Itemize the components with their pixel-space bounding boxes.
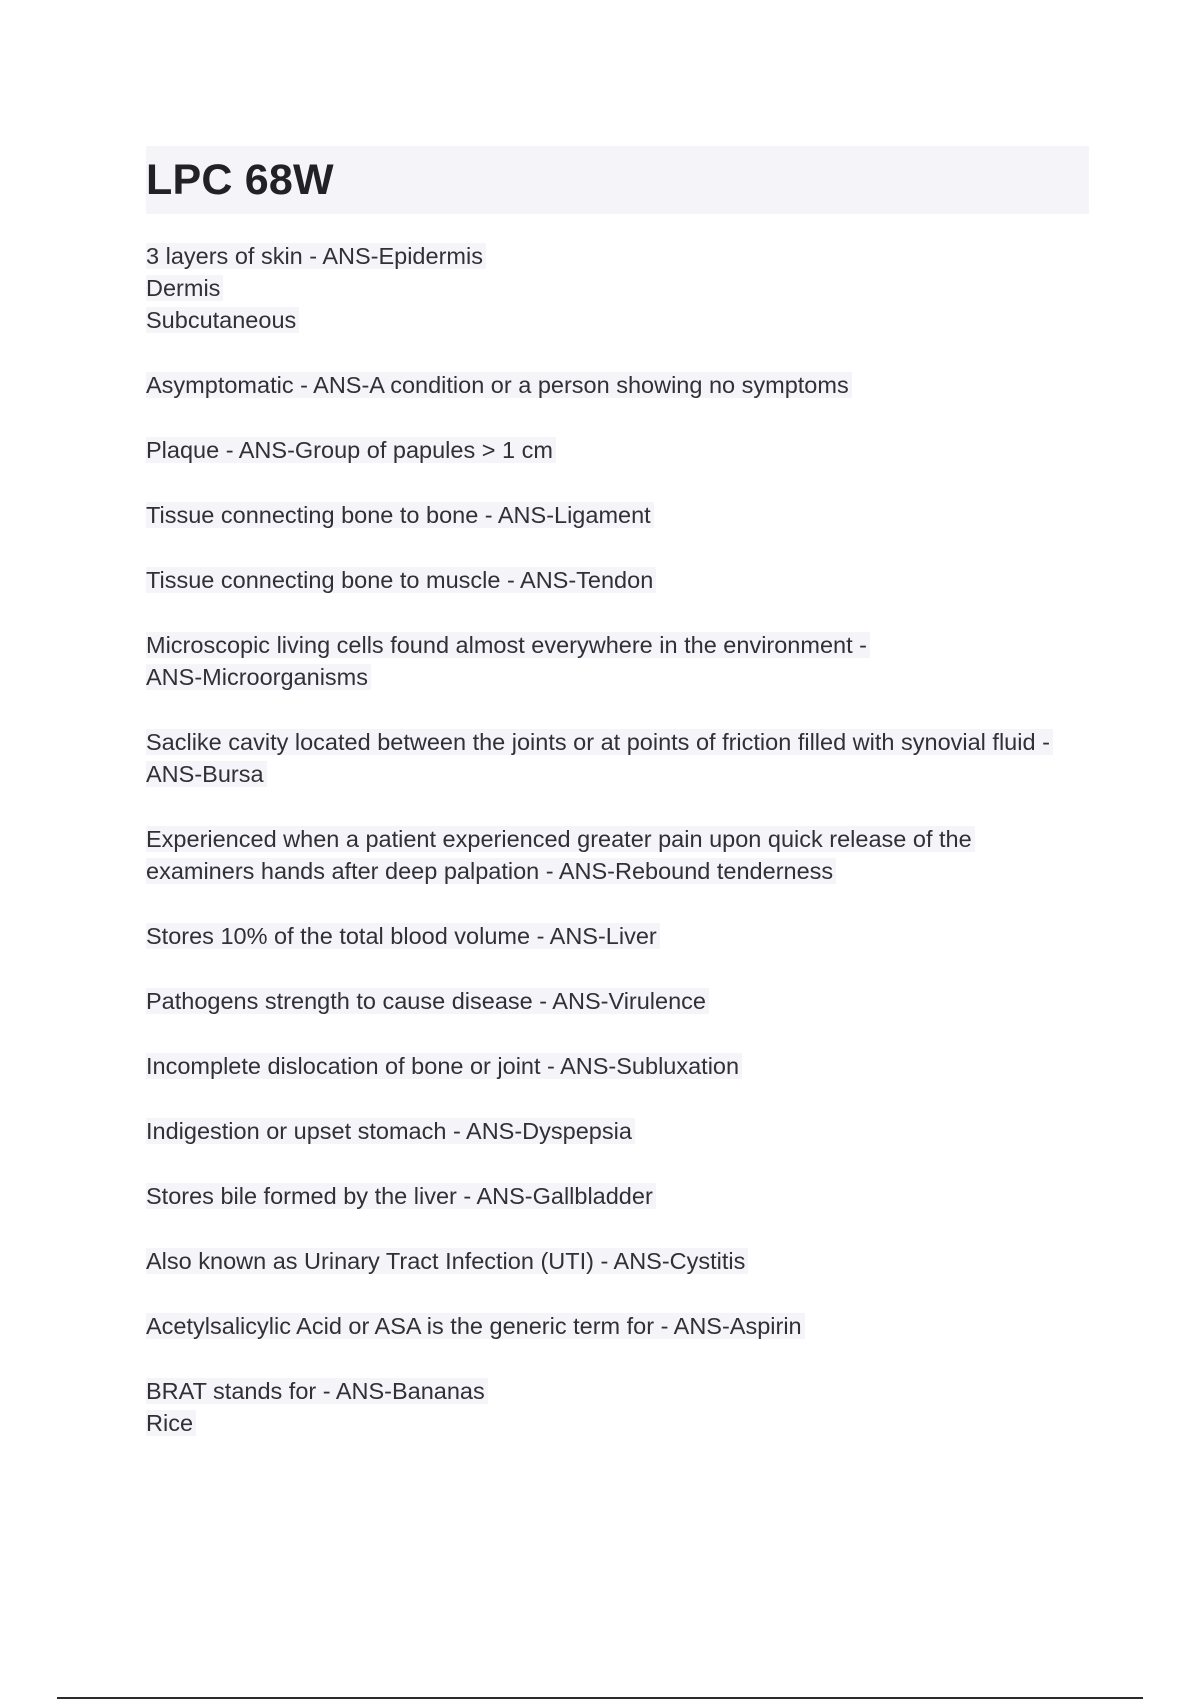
- title-bar: [146, 146, 1089, 214]
- qa-line: [146, 726, 1096, 758]
- qa-line: [146, 304, 1096, 336]
- qa-line: [146, 1180, 1096, 1212]
- qa-line-text: Dermis: [146, 275, 223, 301]
- qa-line-text: Rice: [146, 1410, 196, 1436]
- qa-item: [146, 1375, 1096, 1439]
- qa-line: [146, 434, 1096, 466]
- qa-item: [146, 1115, 1096, 1147]
- qa-line-text: Indigestion or upset stomach - ANS-Dyspepsia: [146, 1118, 635, 1144]
- qa-line: [146, 1050, 1096, 1082]
- qa-line: [146, 1115, 1096, 1147]
- qa-line: [146, 1407, 1096, 1439]
- qa-line: [146, 1375, 1096, 1407]
- qa-item: [146, 1310, 1096, 1342]
- qa-item: [146, 823, 1096, 887]
- qa-line: [146, 855, 1096, 887]
- qa-line: [146, 499, 1096, 531]
- qa-line: [146, 1245, 1096, 1277]
- qa-item: [146, 629, 1096, 693]
- qa-line-text: Also known as Urinary Tract Infection (UTI) - ANS-Cystitis: [146, 1248, 748, 1274]
- qa-item: [146, 434, 1096, 466]
- qa-line: [146, 661, 1096, 693]
- qa-line-text: Experienced when a patient experienced greater pain upon quick release of the: [146, 826, 975, 852]
- qa-line-text: ANS-Microorganisms: [146, 664, 371, 690]
- qa-line-text: Tissue connecting bone to muscle - ANS-Tendon: [146, 567, 656, 593]
- qa-item: [146, 564, 1096, 596]
- qa-line-text: Tissue connecting bone to bone - ANS-Ligament: [146, 502, 654, 528]
- qa-line: [146, 272, 1096, 304]
- qa-line-text: ANS-Bursa: [146, 761, 267, 787]
- qa-line: [146, 564, 1096, 596]
- qa-line-text: Subcutaneous: [146, 307, 299, 333]
- qa-line-text: Microscopic living cells found almost everywhere in the environment -: [146, 632, 870, 658]
- qa-line-text: 3 layers of skin - ANS-Epidermis: [146, 243, 486, 269]
- qa-line: [146, 629, 1096, 661]
- qa-item: [146, 499, 1096, 531]
- qa-line: [146, 920, 1096, 952]
- qa-line: [146, 758, 1096, 790]
- qa-line-text: Acetylsalicylic Acid or ASA is the generic term for - ANS-Aspirin: [146, 1313, 805, 1339]
- qa-line-text: Plaque - ANS-Group of papules > 1 cm: [146, 437, 556, 463]
- qa-line-text: Asymptomatic - ANS-A condition or a person showing no symptoms: [146, 372, 852, 398]
- qa-item: [146, 1050, 1096, 1082]
- qa-line: [146, 369, 1096, 401]
- qa-item: [146, 985, 1096, 1017]
- qa-item: [146, 1180, 1096, 1212]
- qa-item: [146, 369, 1096, 401]
- qa-line-text: Pathogens strength to cause disease - ANS-Virulence: [146, 988, 709, 1014]
- qa-item: [146, 920, 1096, 952]
- qa-line-text: Saclike cavity located between the joints or at points of friction filled with synovial fluid -: [146, 729, 1053, 755]
- footer-divider: [57, 1697, 1143, 1699]
- qa-line-text: Incomplete dislocation of bone or joint - ANS-Subluxation: [146, 1053, 742, 1079]
- qa-line-text: examiners hands after deep palpation - ANS-Rebound tenderness: [146, 858, 836, 884]
- qa-line: [146, 985, 1096, 1017]
- qa-line-text: Stores 10% of the total blood volume - ANS-Liver: [146, 923, 660, 949]
- qa-line: [146, 1310, 1096, 1342]
- page-title: LPC 68W: [146, 156, 334, 204]
- qa-line: [146, 823, 1096, 855]
- qa-line-text: BRAT stands for - ANS-Bananas: [146, 1378, 488, 1404]
- qa-item: [146, 240, 1096, 336]
- qa-item: [146, 726, 1096, 790]
- qa-item: [146, 1245, 1096, 1277]
- qa-line: [146, 240, 1096, 272]
- qa-line-text: Stores bile formed by the liver - ANS-Gallbladder: [146, 1183, 656, 1209]
- qa-list: [146, 240, 1096, 1472]
